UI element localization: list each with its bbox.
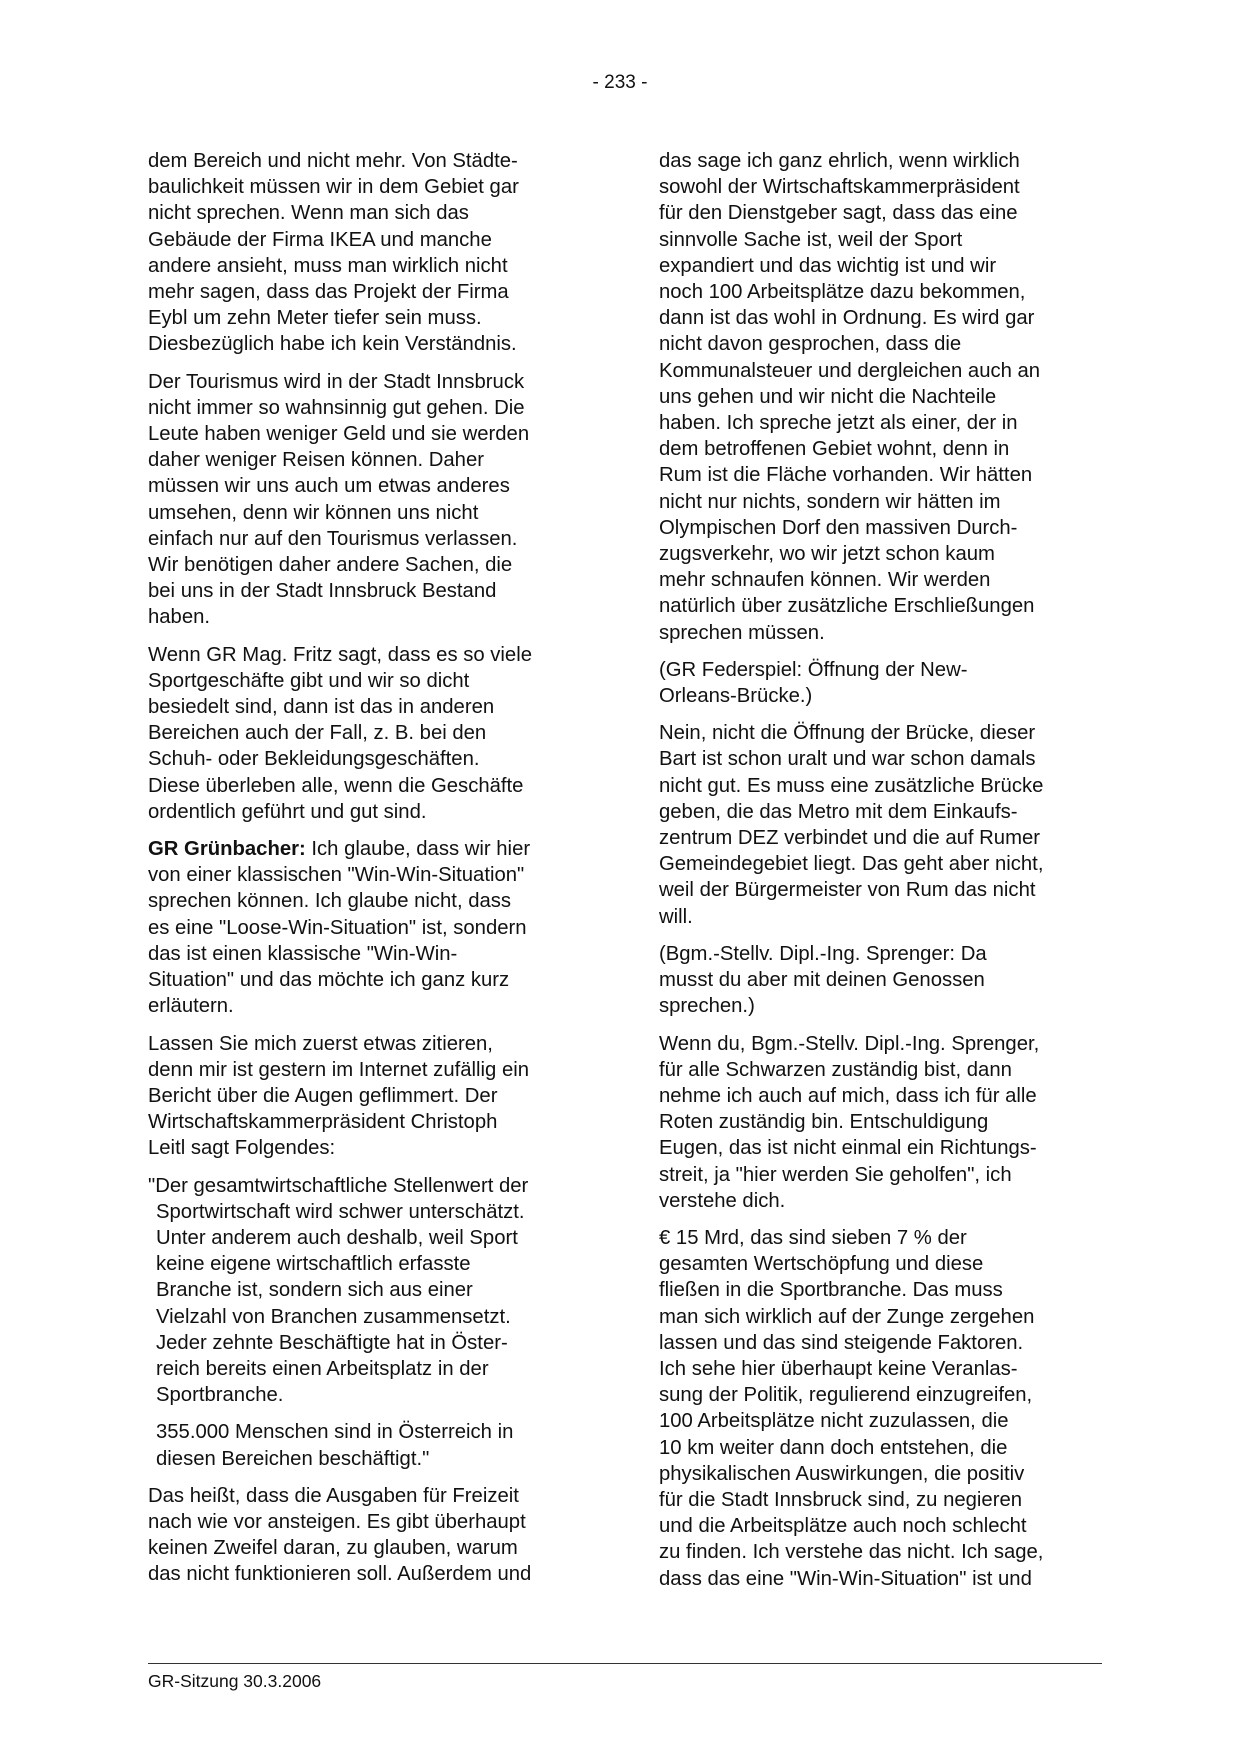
paragraph: Wenn du, Bgm.-Stellv. Dipl.-Ing. Sprenger, für alle Schwarzen zuständig bist, dann nehme ich auch auf mich, dass ich für alle Roten zuständig bin. Entschuldigung Eugen, das ist nicht einmal ein Richtungs- streit, ja "hier werden Sie geholfen", ich verstehe dich. bbox=[659, 1032, 1040, 1212]
paragraph: Lassen Sie mich zuerst etwas zitieren, denn mir ist gestern im Internet zufällig ein Bericht über die Augen geflimmert. Der Wirtschaftskammerpräsident Christoph Leitl sagt Folgendes: bbox=[148, 1032, 530, 1160]
paragraph: Der Tourismus wird in der Stadt Innsbruck nicht immer so wahnsinnig gut gehen. Die Leute haben weniger Geld und sie werden daher weniger Reisen können. Daher müssen wir uns auch um etwas anderes umsehen, denn wir können uns nicht einfach nur auf den Tourismus verlassen. Wir benötigen daher andere Sachen, die bei uns in der Stadt Innsbruck Bestand haben. bbox=[148, 370, 530, 629]
quote-paragraph: 355.000 Menschen sind in Österreich in diesen Bereichen beschäftigt." bbox=[156, 1421, 514, 1470]
left-column bbox=[148, 148, 588, 1599]
paragraph: Nein, nicht die Öffnung der Brücke, dieser Bart ist schon uralt und war schon damals nicht gut. Es muss eine zusätzliche Brücke geben, die das Metro mit dem Einkaufs- zentrum DEZ verbindet und die auf Rumer Gemeindegebiet liegt. Das geht aber nicht, weil der Bürgermeister von Rum das nicht will. bbox=[659, 722, 1044, 928]
quote-paragraph: "Der gesamtwirtschaftliche Stellenwert der Sportwirtschaft wird schwer unterschätzt. Unter anderem auch deshalb, weil Sport keine eigene wirtschaftlich erfasste Branche ist, sondern sich aus einer Vielzahl von Branchen zusammensetzt. Jeder zehnte Beschäftigte hat in Öster- reich bereits einen Arbeitsplatz in der Sportbranche. bbox=[148, 1174, 529, 1407]
paragraph: dem Bereich und nicht mehr. Von Städte- baulichkeit müssen wir in dem Gebiet gar nicht sprechen. Wenn man sich das Gebäude der Firma IKEA und manche andere ansieht, muss man wirklich nicht mehr sagen, dass das Projekt der Firma Eybl um zehn Meter tiefer sein muss. Diesbezüglich habe ich kein Verständnis. bbox=[148, 150, 519, 356]
paragraph: € 15 Mrd, das sind sieben 7 % der gesamten Wertschöpfung und diese fließen in die Sportbranche. Das muss man sich wirklich auf der Zunge zergehen lassen und das sind steigende Faktoren. Ich sehe hier überhaupt keine Veranlas- sung der Politik, regulierend einzugreifen, 100 Arbeitsplätze nicht zuzulassen, die 10 km weiter dann doch entstehen, die physikalischen Auswirkungen, die positiv für die Stadt Innsbruck sind, zu negieren und die Arbeitsplätze auch noch schlecht zu finden. Ich verstehe das nicht. Ich sage, dass das eine "Win-Win-Situation" ist und bbox=[659, 1226, 1044, 1590]
page-number: - 233 - bbox=[592, 72, 648, 93]
speaker-paragraph bbox=[148, 836, 588, 1019]
interjection: (Bgm.-Stellv. Dipl.-Ing. Sprenger: Da musst du aber mit deinen Genossen sprechen.) bbox=[659, 942, 987, 1018]
paragraph: Das heißt, dass die Ausgaben für Freizeit nach wie vor ansteigen. Es gibt überhaupt keinen Zweifel daran, zu glauben, warum das nicht funktionieren soll. Außerdem und bbox=[148, 1484, 532, 1586]
speaker-text: Ich glaube, dass wir hier von einer klassischen "Win-Win-Situation" sprechen können. Ich glaube nicht, dass es eine "Loose-Win-Situation" ist, sondern das ist einen klassische "Win-Win- Situation" und das möchte ich ganz kurz erläutern. bbox=[148, 838, 531, 1018]
paragraph: das sage ich ganz ehrlich, wenn wirklich sowohl der Wirtschaftskammerpräsident für den Dienstgeber sagt, dass das eine sinnvolle Sache ist, weil der Sport expandiert und das wichtig ist und wir noch 100 Arbeitsplätze dazu bekommen, dann ist das wohl in Ordnung. Es wird gar nicht davon gesprochen, dass die Kommunalsteuer und dergleichen auch an uns gehen und wir nicht die Nachteile haben. Ich spreche jetzt als einer, der in dem betroffenen Gebiet wohnt, denn in Rum ist die Fläche vorhanden. Wir hätten nicht nur nichts, sondern wir hätten im Olympischen Dorf den massiven Durch- zugsverkehr, wo wir jetzt schon kaum mehr schnaufen können. Wir werden natürlich über zusätzliche Erschließungen sprechen müssen. bbox=[659, 150, 1041, 644]
footer-divider bbox=[148, 1663, 1102, 1664]
paragraph: Wenn GR Mag. Fritz sagt, dass es so viele Sportgeschäfte gibt und wir so dicht besiedelt sind, dann ist das in anderen Bereichen auch der Fall, z. B. bei den Schuh- oder Bekleidungsgeschäften. Diese überleben alle, wenn die Geschäfte ordentlich geführt und gut sind. bbox=[148, 643, 532, 823]
speaker-name: GR Grünbacher: bbox=[148, 838, 306, 861]
footer-text: GR-Sitzung 30.3.2006 bbox=[148, 1671, 322, 1691]
right-column bbox=[659, 148, 1104, 1603]
interjection: (GR Federspiel: Öffnung der New- Orleans-Brücke.) bbox=[659, 658, 968, 708]
